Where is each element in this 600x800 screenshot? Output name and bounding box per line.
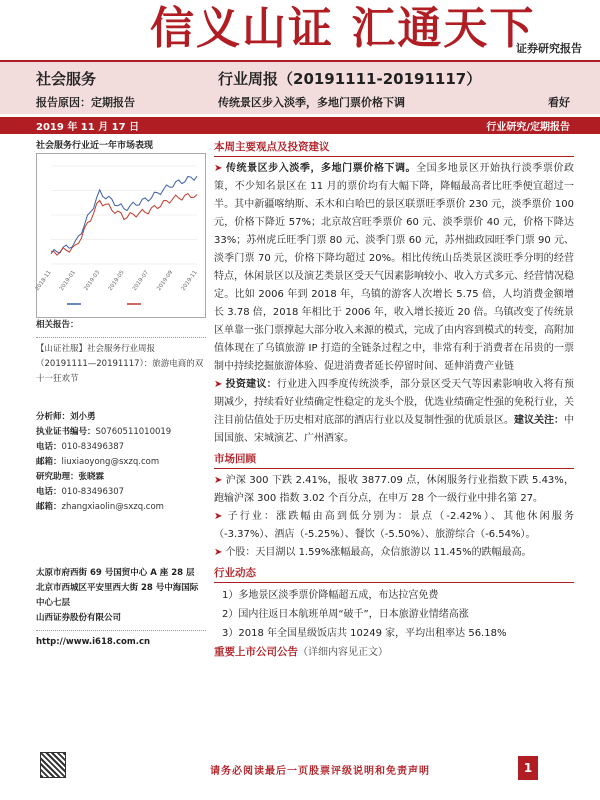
report-category: 行业研究/定期报告 xyxy=(486,122,570,133)
market-item: ➤ 个股：天目湖以 1.59%涨幅最高，众信旅游以 11.45%的跌幅最高。 xyxy=(214,547,532,558)
qr-code-icon xyxy=(40,752,66,778)
news-item[interactable]: 2）国内往返日本航班单周“破千”，日本旅游业情绪高涨 xyxy=(222,609,469,620)
chart-x-tick-label: 2019-01 xyxy=(58,269,77,292)
main-content xyxy=(214,136,574,662)
address-1: 太原市府西街 69 号国贸中心 A 座 28 层 xyxy=(36,568,195,578)
paragraph-body: 行业进入四季度传统淡季，部分景区受天气等因素影响收入将有预期减少，持续看好业绩确定性稳定的龙头个股，优选业绩确定性强的免税行业，关注目前估值处于历史相对底部的酒店行业以及复制性强的优质景区。 xyxy=(214,379,575,426)
analyst-name: 刘小勇 xyxy=(70,412,96,422)
sector-name: 社会服务 xyxy=(36,70,97,88)
focus-label: 建议关注： xyxy=(514,415,564,426)
cert-label: 执业证书编号： xyxy=(36,427,96,437)
bullet-icon: ➤ xyxy=(214,475,223,486)
sidebar xyxy=(36,138,206,318)
bullet-icon: ➤ xyxy=(214,163,223,174)
news-item[interactable]: 3）2018 年全国星级饭店共 10249 家，平均出租率达 56.18% xyxy=(222,628,507,639)
section-rule xyxy=(214,582,574,583)
assistant-email[interactable]: zhangxiaolin@sxzq.com xyxy=(61,502,164,512)
paragraph-lead: 投资建议： xyxy=(225,379,277,390)
email-label: 邮箱： xyxy=(36,502,62,512)
banner-slogan: 信义山证 汇通天下 xyxy=(150,3,536,54)
section-rule xyxy=(214,468,574,469)
chart-x-tick-label: 2019-09 xyxy=(156,269,175,292)
divider xyxy=(36,337,206,338)
chart-x-tick-label: 2018-11 xyxy=(34,269,53,292)
bullet-icon: ➤ xyxy=(214,547,223,558)
market-item: ➤ 子行业：涨跌幅由高到低分别为：景点（-2.42%）、其他休闲服务（-3.37%）、酒店（-5.25%）、餐饮（-5.50%）、旅游综合（-6.54%）。 xyxy=(214,511,574,540)
paragraph-scenic xyxy=(214,160,574,376)
paragraph-body: 全国多地景区开始执行淡季票价政策，不少知名景区在 11 月的票价均有大幅下降，降幅最高者比旺季便宜超过一半。其中新疆喀纳斯、禾木和白哈巴的景区联票旺季票价 230 元，淡季票价 100 元，价格下降近 57%；北京故宫旺季票价 60 元、淡季票价 40 元，价格下降达 33%；苏州虎丘旺季门票 80 元、淡季门票 60 元，苏州拙政园旺季门票 90 元、淡季门票 70 元，价格下降均超过 20%。相比传统山岳类景区淡旺季分明的经营特点，休闲景区以及演艺类景区受天气因素影响较小、收入方式多元、经营情况稳定。比如 2006 年到 2018 年，乌镇的游客人次增长 5.75 倍，人均消费金额增长 3.78 倍，2018 年相比于 2006 年，收入增长接近 20 倍。乌镇改变了传统景区单靠一张门票撑起大部分收入来源的模式，完成了由内容到模式的转变，高附加值体现在了乌镇旅游 IP 打造的全链条过程之中，非常有利于消费者在吊贵的一票制中持续挖掘旅游体验、促进消费者延长停留时间、延伸消费产业链 xyxy=(214,163,575,372)
paragraph-lead: 传统景区步入淡季，多地门票价格下调。 xyxy=(225,163,417,174)
bullet-icon: ➤ xyxy=(214,379,223,390)
section-title-market: 市场回顾 xyxy=(214,453,256,465)
rating-label: 看好 xyxy=(548,96,570,109)
section-title-dynamics: 行业动态 xyxy=(214,567,256,579)
announcement-note: （详细内容见正文） xyxy=(298,647,388,658)
page-number: 1 xyxy=(518,756,538,780)
market-chart xyxy=(36,153,206,318)
divider xyxy=(36,630,206,631)
chart-x-tick-label: 2019-05 xyxy=(107,269,126,292)
report-title: 行业周报（20191111-20191117） xyxy=(218,70,482,88)
related-label: 相关报告： xyxy=(36,320,79,330)
chart-x-tick-label: 2019-11 xyxy=(180,269,199,292)
chart-title: 社会服务行业近一年市场表现 xyxy=(36,141,154,151)
paragraph-advice xyxy=(214,376,574,448)
report-reason: 报告原因：定期报告 xyxy=(36,96,135,109)
header-banner xyxy=(0,0,600,60)
related-reports xyxy=(36,318,206,387)
news-item[interactable]: 1）多地景区淡季票价降幅超五成，布达拉宫免费 xyxy=(222,590,439,601)
report-type-label: 证券研究报告 xyxy=(516,42,582,55)
related-report-link[interactable]: 【山证社服】社会服务行业周报（20191111—20191117）：旅游电商的双十一狂欢节 xyxy=(36,344,204,384)
cert-number: S0760511010019 xyxy=(95,427,172,437)
chart-x-tick-label: 2019-07 xyxy=(131,269,150,292)
analyst-label: 分析师： xyxy=(36,412,71,422)
analyst-email[interactable]: liuxiaoyong@sxzq.com xyxy=(61,457,160,467)
report-subtitle: 传统景区步入淡季，多地门票价格下调 xyxy=(218,96,405,109)
bullet-icon: ➤ xyxy=(214,511,223,522)
section-title-announcements: 重要上市公司公告 xyxy=(214,646,298,658)
company-name: 山西证券股份有限公司 xyxy=(36,613,122,623)
analyst-phone: 010-83496387 xyxy=(61,442,125,452)
assistant-name: 张晓霖 xyxy=(78,472,105,482)
market-chart-svg xyxy=(34,154,207,319)
assistant-label: 研究助理： xyxy=(36,472,79,482)
phone-label: 电话： xyxy=(36,487,62,497)
analyst-info xyxy=(36,410,206,515)
assistant-phone: 010-83496307 xyxy=(61,487,125,497)
company-info xyxy=(36,566,206,650)
section-rule xyxy=(214,156,574,157)
report-date: 2019 年 11 月 17 日 xyxy=(36,122,140,133)
chart-x-tick-label: 2019-03 xyxy=(83,269,102,292)
email-label: 邮箱： xyxy=(36,457,62,467)
focus-stocks: 中国国旅、宋城演艺、广州酒家。 xyxy=(214,415,574,444)
address-2: 北京市西城区平安里西大街 28 号中海国际中心七层 xyxy=(36,583,199,608)
company-website[interactable]: http://www.i618.com.cn xyxy=(36,637,151,647)
market-item: ➤ 沪深 300 下跌 2.41%，报收 3877.09 点，休闲服务行业指数下跌 5.43%，跑输沪深 300 指数 3.02 个百分点，在申万 28 个一级行业中排名第 27。 xyxy=(214,475,574,504)
section-title-views: 本周主要观点及投资建议 xyxy=(214,141,330,153)
phone-label: 电话： xyxy=(36,442,62,452)
disclaimer-notice: 请务必阅读最后一页股票评级说明和免责声明 xyxy=(210,766,430,777)
